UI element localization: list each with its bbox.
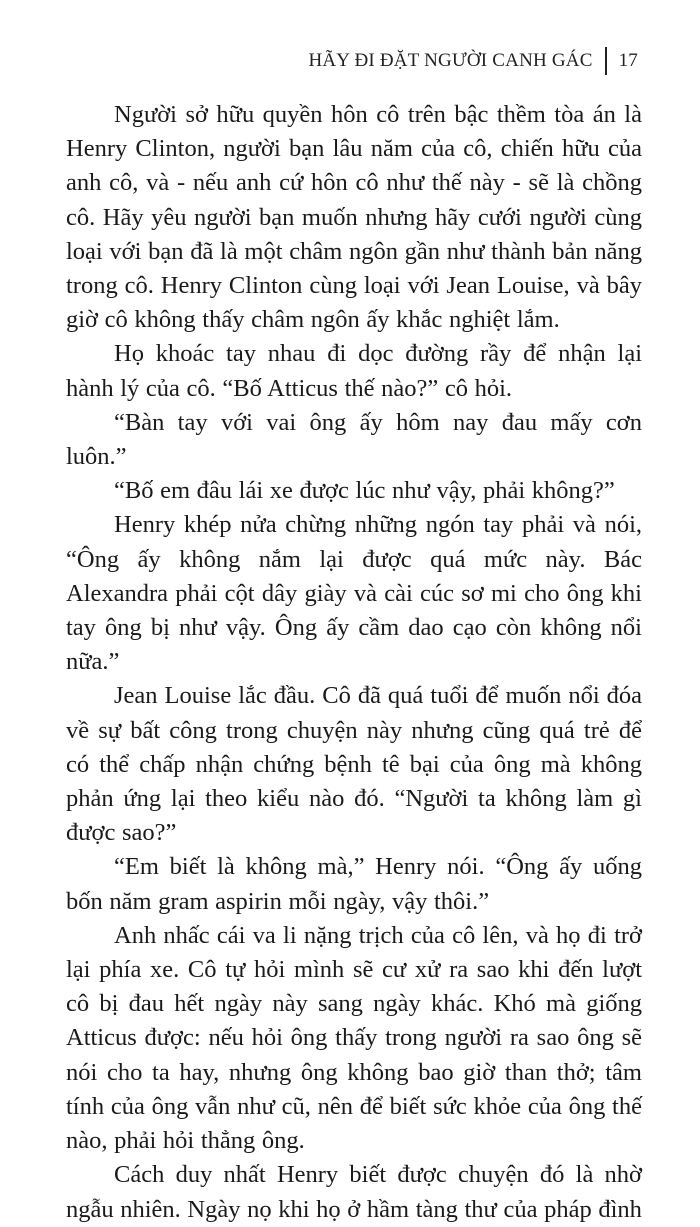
- paragraph: “Em biết là không mà,” Henry nói. “Ông ấy uống bốn năm gram aspirin mỗi ngày, vậy thôi.”: [66, 853, 642, 915]
- book-title: HÃY ĐI ĐẶT NGƯỜI CANH GÁC: [308, 50, 593, 71]
- page-number: 17: [618, 50, 638, 71]
- paragraph: Người sở hữu quyền hôn cô trên bậc thềm tòa án là Henry Clinton, người bạn lâu năm của cô, chiến hữu của anh cô, và - nếu anh cứ hôn cô như thế này - sẽ là chồng cô. Hãy yêu người bạn muốn nhưng hãy cưới người cùng loại với bạn đã là một châm ngôn gần như thành bản năng trong cô. Henry Clinton cùng loại với Jean Louise, và bây giờ cô không thấy châm ngôn ấy khắc nghiệt lắm.: [66, 101, 642, 334]
- body-text: [66, 98, 642, 1227]
- paragraph: Họ khoác tay nhau đi dọc đường rầy để nhận lại hành lý của cô. “Bố Atticus thế nào?” cô hỏi.: [66, 340, 642, 402]
- paragraph: Jean Louise lắc đầu. Cô đã quá tuổi để muốn nổi đóa về sự bất công trong chuyện này nhưng cũng quá trẻ để có thể chấp nhận chứng bệnh tê bại của ông mà không phản ứng lại theo kiểu nào đó. “Người ta không làm gì được sao?”: [66, 682, 642, 847]
- paragraph: Cách duy nhất Henry biết được chuyện đó là nhờ ngẫu nhiên. Ngày nọ khi họ ở hầm tàng thư của pháp đình: [66, 1161, 642, 1223]
- paragraph: Anh nhấc cái va li nặng trịch của cô lên, và họ đi trở lại phía xe. Cô tự hỏi mình sẽ cư xử ra sao khi đến lượt cô bị đau hết ngày này sang ngày khác. Khó mà giống Atticus được: nếu hỏi ông thấy trong người ra sao ông sẽ nói cho ta hay, nhưng ông không bao giờ than thở; tâm tính của ông vẫn như cũ, nên để biết sức khỏe của ông thế nào, phải hỏi thẳng ông.: [66, 921, 642, 1155]
- running-header: [308, 46, 638, 76]
- paragraph: “Bàn tay với vai ông ấy hôm nay đau mấy cơn luôn.”: [66, 408, 642, 471]
- header-divider: [605, 47, 607, 75]
- paragraph: Henry khép nửa chừng những ngón tay phải và nói, “Ông ấy không nắm lại được quá mức này. Bác Alexandra phải cột dây giày và cài cúc sơ mi cho ông khi tay ông bị như vậy. Ông ấy cầm dao cạo còn không nổi nữa.”: [66, 511, 642, 676]
- paragraph: “Bố em đâu lái xe được lúc như vậy, phải không?”: [114, 477, 615, 505]
